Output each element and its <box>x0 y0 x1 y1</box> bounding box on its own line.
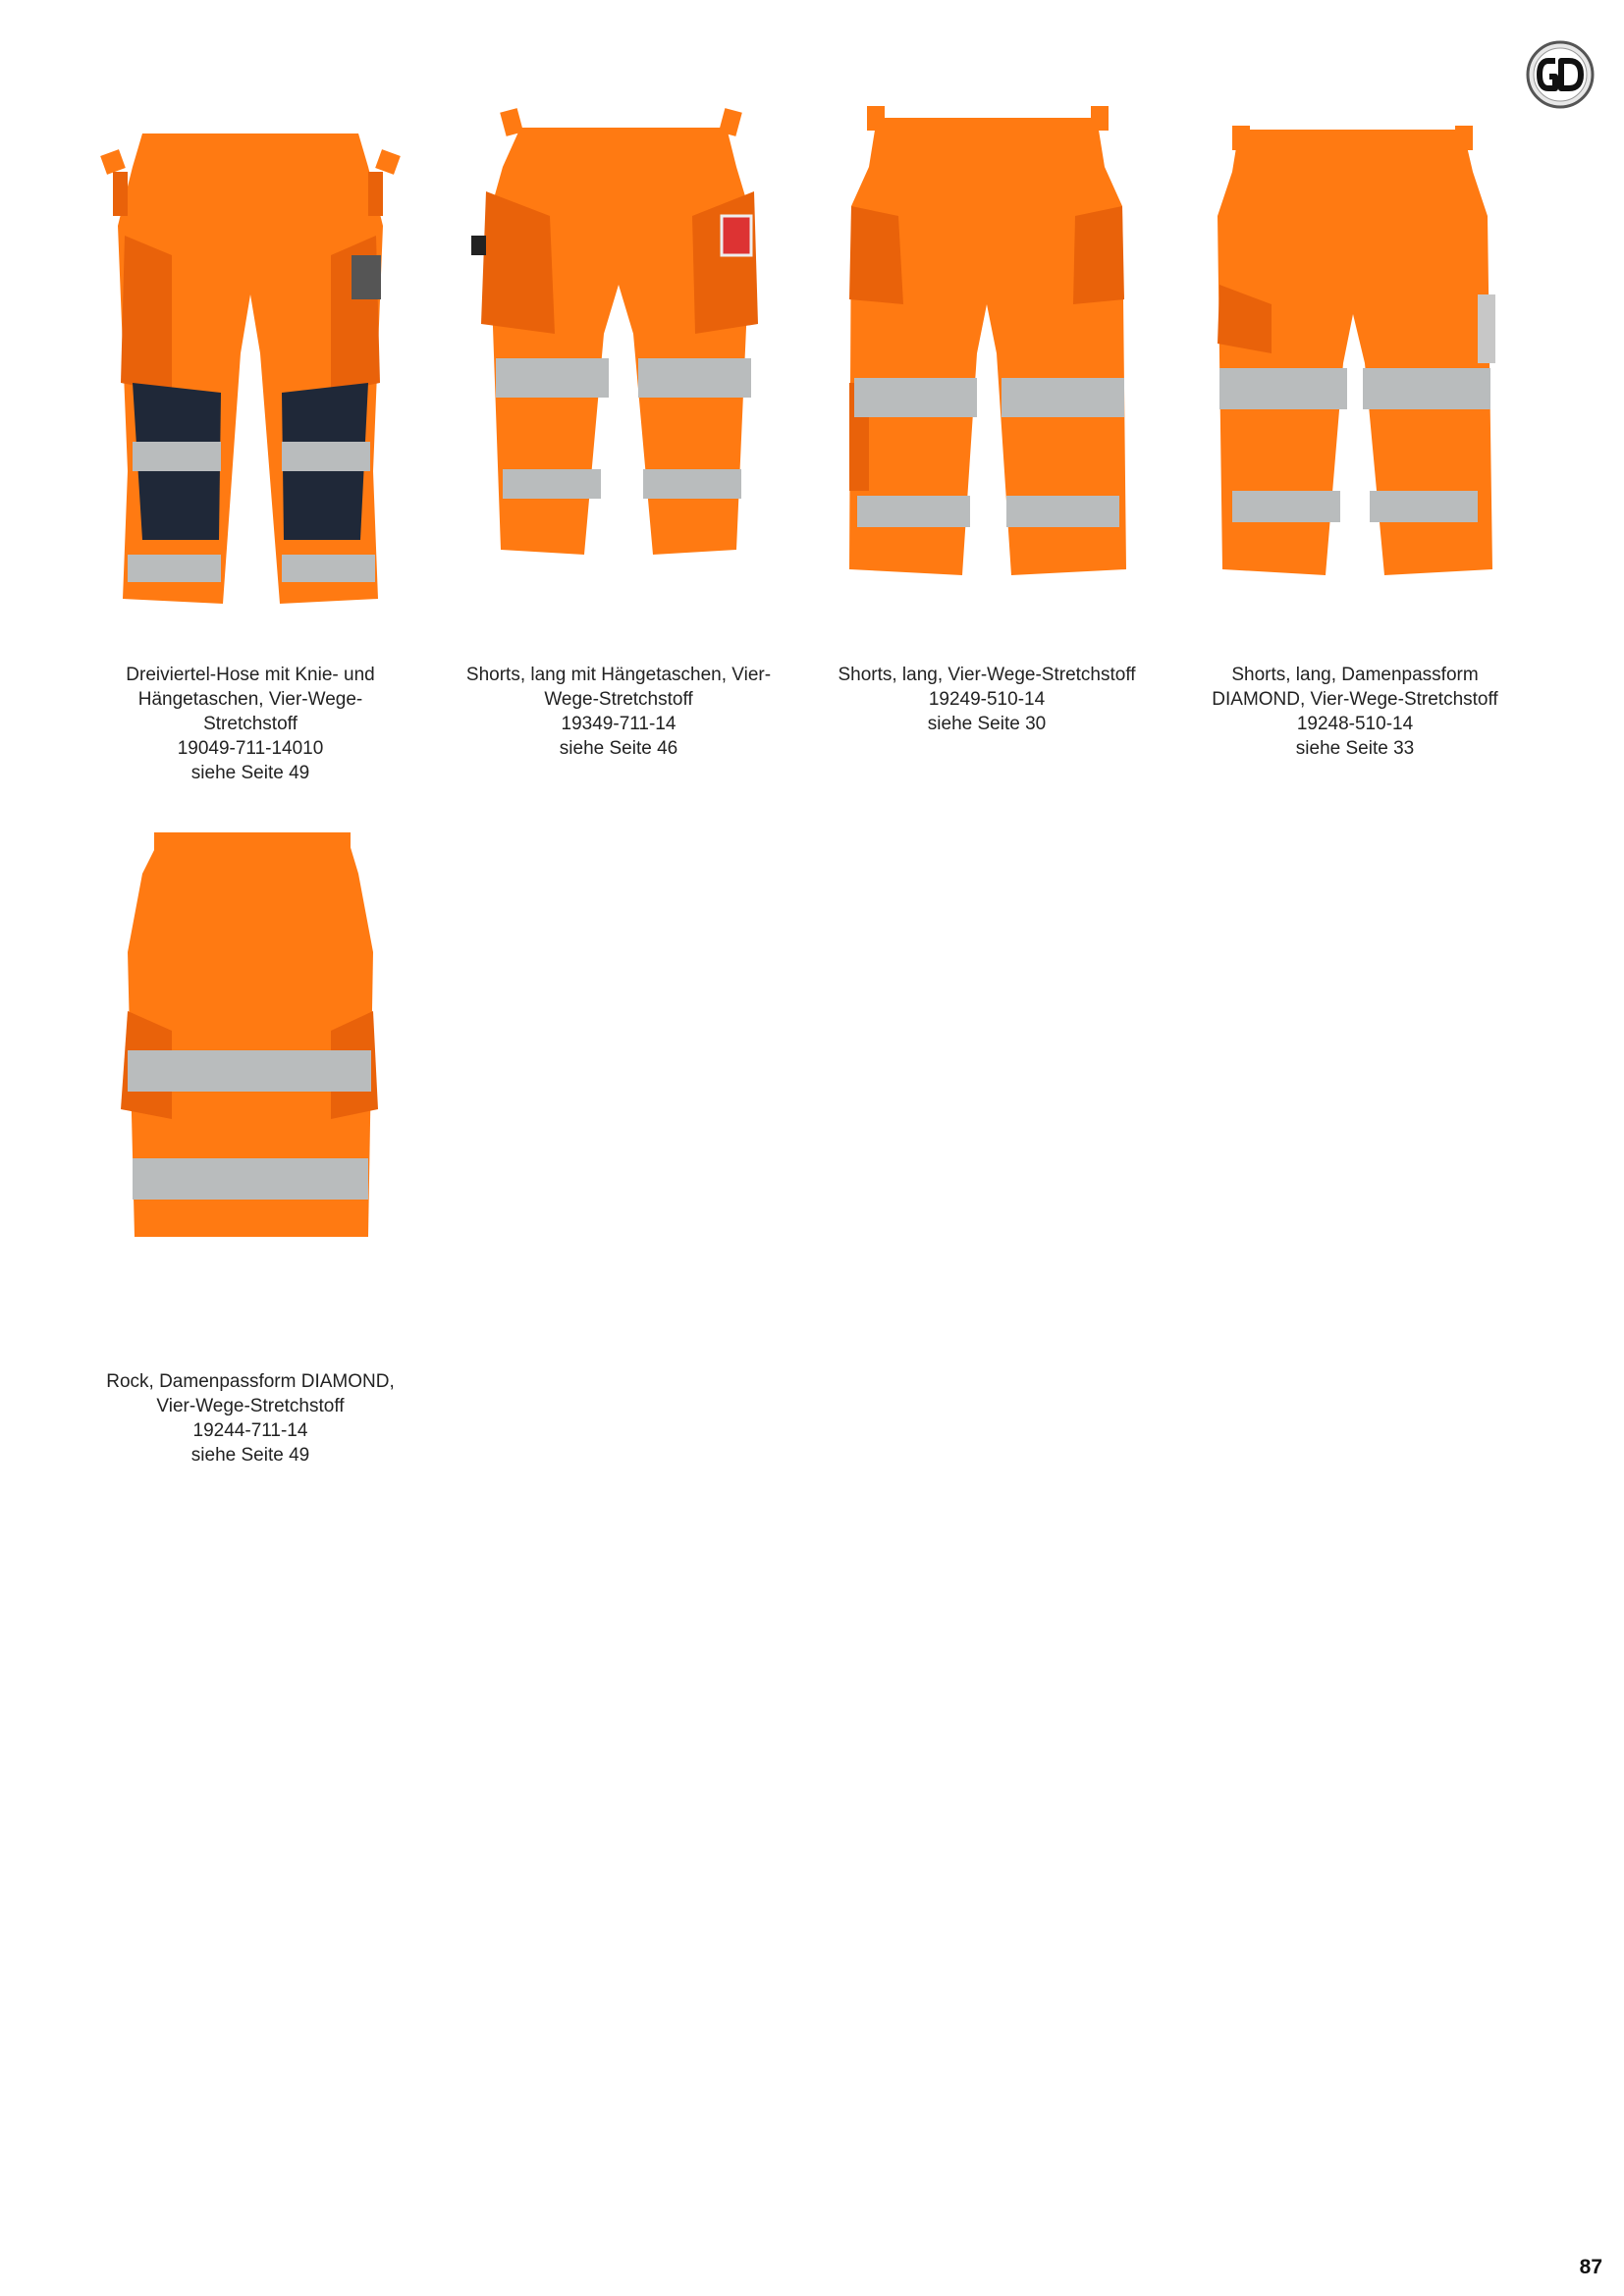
product-article-number: 19248-510-14 <box>1296 714 1414 734</box>
product-name-line: Dreiviertel-Hose mit Knie- und <box>126 665 375 685</box>
product-page-reference[interactable]: siehe Seite 46 <box>559 738 678 759</box>
product-image-womens-long-shorts <box>1178 98 1532 609</box>
product-name-line: Wege-Stretchstoff <box>544 689 693 710</box>
product-page-reference[interactable]: siehe Seite 33 <box>1295 738 1415 759</box>
product-page-reference[interactable]: siehe Seite 49 <box>190 763 310 783</box>
product-image-three-quarter-pants <box>74 98 427 609</box>
product-article-number: 19049-711-14010 <box>177 738 324 759</box>
product-name-line: Vier-Wege-Stretchstoff <box>156 1396 345 1416</box>
product-page-reference[interactable]: siehe Seite 49 <box>190 1445 310 1466</box>
product-image-skirt <box>74 815 427 1325</box>
product-article-number: 19244-711-14 <box>192 1420 308 1441</box>
product-name-line: Shorts, lang, Vier-Wege-Stretchstoff <box>838 665 1136 685</box>
product-name-line: Rock, Damenpassform DIAMOND, <box>106 1371 395 1392</box>
product-name-line: Shorts, lang, Damenpassform <box>1231 665 1479 685</box>
product-image-long-shorts <box>810 98 1164 609</box>
product-article-number: 19249-510-14 <box>928 689 1046 710</box>
product-name-line: Shorts, lang mit Hängetaschen, Vier- <box>465 665 772 685</box>
product-name-line: Stretchstoff <box>203 714 298 734</box>
product-name-line: DIAMOND, Vier-Wege-Stretchstoff <box>1212 689 1498 710</box>
product-article-number: 19349-711-14 <box>561 714 677 734</box>
product-page-reference[interactable]: siehe Seite 30 <box>927 714 1047 734</box>
product-name-line: Hängetaschen, Vier-Wege- <box>137 689 363 710</box>
brand-logo <box>1525 39 1596 110</box>
product-image-long-shorts-holster <box>442 98 795 609</box>
page-number: 87 <box>1579 2256 1602 2278</box>
